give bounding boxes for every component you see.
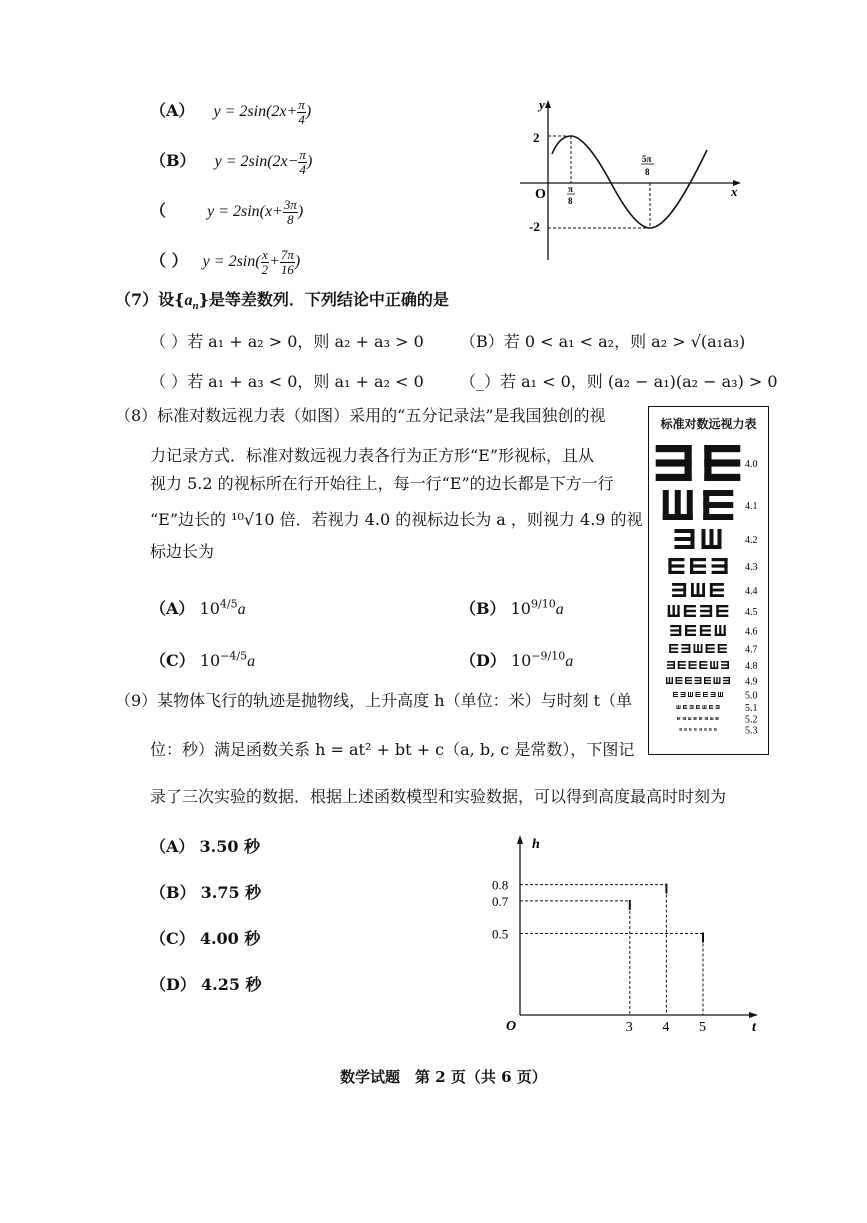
eye-chart-e-icon xyxy=(688,717,691,720)
eye-chart-e-icon xyxy=(716,605,728,617)
eye-chart-e-icon xyxy=(715,625,726,636)
option-expression: y = 2sin(x+ $\frac{3\pi}{8}$ ) xyxy=(207,197,304,227)
eye-chart-e-icon xyxy=(700,605,712,617)
x-label-pi8-den: 8 xyxy=(568,196,573,206)
q7-option-a: （ ）若 a₁ + a₂ > 0，则 a₂ + a₃ > 0 xyxy=(150,332,424,351)
eye-chart-e-icon xyxy=(703,490,733,520)
eye-chart-e-icon xyxy=(668,605,680,617)
eye-chart-e-icon xyxy=(694,728,697,731)
origin-label: O xyxy=(506,1019,517,1034)
eye-chart xyxy=(648,406,769,755)
eye-chart-row-label: 4.4 xyxy=(745,586,758,597)
eye-chart-e-icon xyxy=(684,605,696,617)
q8-option-c: （C） $10^{-4/5}a$ xyxy=(150,649,256,670)
eye-chart-e-icon xyxy=(703,705,707,709)
eye-chart-row-label: 4.0 xyxy=(745,459,758,470)
q7-option-d: （_）若 a₁ < 0，则 (a₂ − a₁)(a₂ − a₃) > 0 xyxy=(460,372,778,391)
eye-chart-e-icon xyxy=(699,728,702,731)
eye-chart-e-icon xyxy=(678,661,686,669)
h-tick-label: 0.8 xyxy=(492,877,509,893)
eye-chart-e-icon xyxy=(702,529,722,549)
eye-chart-e-icon xyxy=(691,583,705,597)
origin-label: O xyxy=(535,187,546,202)
eye-chart-e-icon xyxy=(681,692,686,697)
eye-chart-title: 标准对数远视力表 xyxy=(660,417,757,431)
eye-chart-row-label: 5.2 xyxy=(745,714,758,726)
eye-chart-e-icon xyxy=(673,692,678,697)
h-tick-label: 0.5 xyxy=(492,926,509,942)
eye-chart-e-icon xyxy=(685,677,692,684)
q7-stem: （7）设$\{a_n\}$是等差数列．下列结论中正确的是 xyxy=(115,290,449,313)
q6-option-d xyxy=(150,248,300,277)
eye-chart-e-icon xyxy=(711,692,716,697)
eye-chart-e-icon xyxy=(677,717,680,720)
eye-chart-e-icon xyxy=(704,677,711,684)
option-label: （ ） xyxy=(150,251,188,271)
q8-line-5: 标边长为 xyxy=(150,542,215,561)
option-label: （A） xyxy=(150,101,195,121)
eye-chart-e-icon xyxy=(696,692,701,697)
eye-chart-e-icon xyxy=(703,692,708,697)
eye-chart-e-icon xyxy=(704,728,707,731)
eye-chart-e-icon xyxy=(677,705,681,709)
eye-chart-e-icon xyxy=(705,717,708,720)
t-tick-label: 5 xyxy=(699,1020,706,1035)
eye-chart-row-label: 4.9 xyxy=(745,676,758,688)
q6-option-a xyxy=(150,98,311,127)
eye-chart-e-icon xyxy=(723,677,730,684)
option-label: （ xyxy=(150,201,167,221)
height-time-graph xyxy=(490,830,780,1035)
eye-chart-e-icon xyxy=(709,728,712,731)
eye-chart-e-icon xyxy=(669,644,678,653)
eye-chart-e-icon xyxy=(694,644,703,653)
eye-chart-row-label: 4.6 xyxy=(745,626,758,638)
eye-chart-e-icon xyxy=(667,661,675,669)
eye-chart-e-icon xyxy=(710,583,724,597)
eye-chart-e-icon xyxy=(694,717,697,720)
eye-chart-e-icon xyxy=(679,728,682,731)
eye-chart-e-icon xyxy=(716,717,719,720)
option-expression: y = 2sin(2x+ $\frac{\pi}{4}$ ) xyxy=(213,97,312,127)
eye-chart-e-icon xyxy=(683,717,686,720)
eye-chart-e-icon xyxy=(689,728,692,731)
q9-option-c: （C） 4.00 秒 xyxy=(150,929,261,948)
y-min-label: -2 xyxy=(529,219,540,234)
eye-chart-e-icon xyxy=(681,644,690,653)
eye-chart-e-icon xyxy=(666,677,673,684)
t-tick-label: 4 xyxy=(662,1020,670,1035)
q6-option-b xyxy=(150,148,312,177)
q6-option-c xyxy=(150,198,303,227)
q8-option-d: （D） $10^{-9/10}a$ xyxy=(460,649,574,670)
eye-chart-e-icon xyxy=(712,558,728,574)
eye-chart-e-icon xyxy=(716,705,720,709)
q8-line-4: “E”边长的 ¹⁰√10 倍．若视力 4.0 的视标边长为 a ，则视力 4.9 的视 xyxy=(150,510,643,529)
eye-chart-e-icon xyxy=(676,677,683,684)
eye-chart-e-icon xyxy=(684,728,687,731)
eye-chart-e-icon xyxy=(706,644,715,653)
eye-chart-e-icon xyxy=(675,529,695,549)
eye-chart-e-icon xyxy=(714,677,721,684)
eye-chart-e-icon xyxy=(710,661,718,669)
q9-option-a: （A） 3.50 秒 xyxy=(150,837,261,856)
option-expression: y = 2sin(2x− $\frac{\pi}{4}$ ) xyxy=(214,147,313,177)
eye-chart-e-icon xyxy=(656,445,692,481)
q9-line-2: 位：秒）满足函数关系 h = at² + bt + c（a, b, c 是常数），下图记 xyxy=(150,740,635,759)
eye-chart-row-label: 4.2 xyxy=(745,535,758,546)
q8-option-b: （B） $10^{9/10}a$ xyxy=(460,597,564,618)
x-label-pi8-num: π xyxy=(568,184,573,194)
x-axis-label: x xyxy=(731,184,738,199)
eye-chart-e-icon xyxy=(695,677,702,684)
eye-chart-row-label: 4.5 xyxy=(745,607,758,618)
eye-chart-e-icon xyxy=(663,490,693,520)
t-axis-label: t xyxy=(752,1020,756,1035)
t-axis-arrow xyxy=(749,1012,758,1018)
eye-chart-rows xyxy=(649,433,767,753)
eye-chart-row-label: 5.1 xyxy=(745,703,758,714)
eye-chart-e-icon xyxy=(709,705,713,709)
sine-graph xyxy=(515,98,745,266)
eye-chart-e-icon xyxy=(699,661,707,669)
x-label-5pi8-num: 5π xyxy=(642,154,652,164)
eye-chart-e-icon xyxy=(718,692,723,697)
eye-chart-e-icon xyxy=(710,717,713,720)
y-max-label: 2 xyxy=(533,130,540,145)
eye-chart-e-icon xyxy=(668,558,684,574)
q7-option-b: （B）若 0 < a₁ < a₂，则 a₂ > √(a₁a₃) xyxy=(460,332,746,351)
q9-line-1: （9）某物体飞行的轨迹是抛物线，上升高度 h（单位：米）与时刻 t（单 xyxy=(115,691,633,710)
eye-chart-e-icon xyxy=(714,728,717,731)
eye-chart-e-icon xyxy=(672,583,686,597)
eye-chart-e-icon xyxy=(718,644,727,653)
h-tick-label: 0.7 xyxy=(492,893,509,909)
q8-option-a: （A） $10^{4/5}a$ xyxy=(150,597,246,618)
eye-chart-e-icon xyxy=(670,625,681,636)
option-expression: y = 2sin( $\frac{x}{2}$ + $\frac{7\pi}{16}$ ) xyxy=(202,247,301,277)
eye-chart-e-icon xyxy=(700,625,711,636)
sine-curve xyxy=(552,136,707,228)
h-axis-label: h xyxy=(532,837,540,852)
q8-line-1: （8）标准对数远视力表（如图）采用的“五分记录法”是我国独创的视 xyxy=(115,406,606,425)
eye-chart-row-label: 5.0 xyxy=(745,690,758,702)
q9-option-b: （B） 3.75 秒 xyxy=(150,883,262,902)
eye-chart-e-icon xyxy=(699,717,702,720)
eye-chart-row-label: 4.8 xyxy=(745,661,758,672)
y-axis-label: y xyxy=(539,98,545,112)
eye-chart-e-icon xyxy=(690,558,706,574)
eye-chart-row-label: 5.3 xyxy=(745,725,758,737)
q8-line-2: 力记录方式．标准对数远视力表各行为正方形“E”形视标，且从 xyxy=(150,446,595,465)
eye-chart-row-label: 4.7 xyxy=(745,644,758,656)
eye-chart-e-icon xyxy=(696,705,700,709)
h-axis-arrow xyxy=(517,835,523,844)
q9-line-3: 录了三次实验的数据．根据上述函数模型和实验数据，可以得到高度最高时时刻为 xyxy=(150,787,727,806)
eye-chart-e-icon xyxy=(690,705,694,709)
eye-chart-e-icon xyxy=(683,705,687,709)
q8-line-3: 视力 5.2 的视标所在行开始往上，每一行“E”的边长都是下方一行 xyxy=(150,474,614,493)
eye-chart-e-icon xyxy=(704,445,740,481)
eye-chart-row-label: 4.3 xyxy=(745,562,758,573)
eye-chart-row-label: 4.1 xyxy=(745,501,758,512)
q9-option-d: （D） 4.25 秒 xyxy=(150,975,262,994)
page-footer: 数学试题 第 2 页（共 6 页） xyxy=(340,1068,547,1086)
option-label: （B） xyxy=(150,151,196,171)
eye-chart-e-icon xyxy=(721,661,729,669)
eye-chart-e-icon xyxy=(685,625,696,636)
t-tick-label: 3 xyxy=(625,1020,633,1035)
y-axis-arrow xyxy=(545,100,551,108)
q7-option-c: （ ）若 a₁ + a₃ < 0，则 a₁ + a₂ < 0 xyxy=(150,372,424,391)
eye-chart-e-icon xyxy=(689,661,697,669)
x-label-5pi8-den: 8 xyxy=(645,167,650,177)
eye-chart-e-icon xyxy=(688,692,693,697)
